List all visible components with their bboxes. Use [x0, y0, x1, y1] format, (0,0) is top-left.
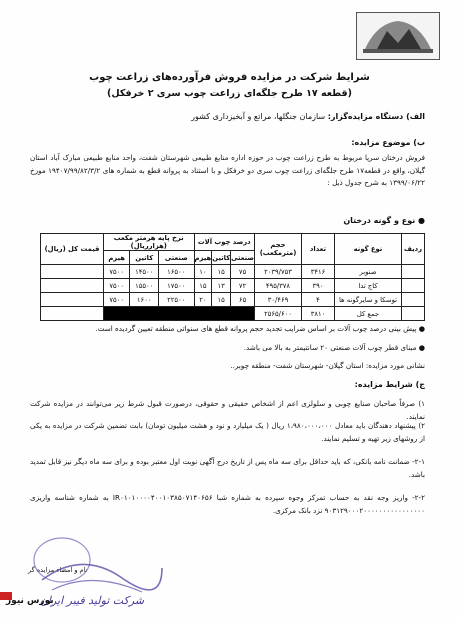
- cell: ۲۰: [194, 293, 212, 307]
- cell: ۷۲: [231, 279, 255, 293]
- th-sub: کاتین: [212, 251, 231, 265]
- cell: ۷۵۰۰: [104, 265, 130, 279]
- cell: ۷۵: [231, 265, 255, 279]
- sum-count: ۳۸۱۰: [302, 307, 335, 321]
- th-species: نوع گونه: [335, 234, 402, 265]
- cell: [41, 307, 104, 321]
- cell: کاج تدا: [335, 279, 402, 293]
- table-row: [41, 265, 425, 279]
- cell: توسکا و سایرگونه ها: [335, 293, 402, 307]
- cell: ۱۳: [212, 279, 231, 293]
- species-bullet-label: نوع و گونه درختان: [343, 216, 416, 225]
- cell: ۴۹۵/۳۷۸: [255, 279, 302, 293]
- cell: ۱۵: [212, 293, 231, 307]
- th-row: ردیف: [402, 234, 425, 265]
- table-row: [41, 279, 425, 293]
- document-title: شرایط شرکت در مزایده فروش فرآورده‌های زراعت چوب: [89, 72, 370, 83]
- cell: ۷۵۰۰: [104, 293, 130, 307]
- cell: صنوبر: [335, 265, 402, 279]
- species-table: [40, 233, 425, 321]
- cell: ۱۶۰۰: [130, 293, 159, 307]
- th-total: قیمت کل (ریال): [41, 234, 104, 265]
- note-1-text: پیش بینی درصد چوب آلات بر اساس ضرایب تجدید حجم پروانه قطع های سنواتی منطقه تعیین گردیده است.: [95, 324, 417, 333]
- cell: ۱۰: [194, 265, 212, 279]
- table-sum-row: [41, 307, 425, 321]
- cell: ۳۴۱۶: [302, 265, 335, 279]
- cell: [402, 307, 425, 321]
- th-grade-pct: درصد چوب آلات: [194, 234, 255, 251]
- cell: ۴: [302, 293, 335, 307]
- condition-2-2: ۲-۲- واریز وجه نقد به حساب تمرکز وجوه سپرده به شماره شبا IR۰۱۰۱۰۰۰۰۴۰۰۱۰۳۸۵۰۷۱۴۰۶۵۶ به شماره شناسه واریزی ۹۰۳۱۲۹۰۰۰۲۰۰۰۰۰۰۰۰۰۰۰۰۰۰۰۰ نزد بانک مرکزی.: [30, 493, 425, 515]
- cell: [402, 279, 425, 293]
- table-row: [41, 293, 425, 307]
- cell: ۶۵: [231, 293, 255, 307]
- th-sub: صنعتی: [159, 251, 194, 265]
- condition-2: ۲) پیشنهاد دهندگان باید معادل ۱،۹۸۰،۰۰۰،۰۰۰ ریال ( یک میلیارد و نود و هشت میلیون تومان) بابت تضمین شرکت در مزایده به یکی از روشهای زیر تهیه و تسلیم نمایند.: [30, 421, 425, 443]
- th-base-price: نرخ پایه هرمتر مکعب (هزارریال): [104, 234, 195, 251]
- signature-caption: نام و امضاء مزایده گر: [28, 566, 88, 574]
- cell: [402, 293, 425, 307]
- cell: ۲۲۵۰۰: [159, 293, 194, 307]
- cell: [41, 279, 104, 293]
- redacted-block: [104, 307, 255, 321]
- auctioneer-line: [30, 110, 425, 123]
- th-sub: کاتین: [130, 251, 159, 265]
- species-bullet: ● نوع و گونه درختان: [343, 216, 425, 225]
- auctioneer-label: الف) دستگاه مزایده‌گزار:: [327, 112, 425, 121]
- cell: [41, 265, 104, 279]
- th-sub: هیزم: [104, 251, 130, 265]
- stamp-text: شرکت تولید فیبر ایران: [39, 594, 145, 607]
- th-sub: صنعتی: [231, 251, 255, 265]
- condition-1: ۱) صرفاً صاحبان صنایع چوبی و سلولزی اعم از اشخاص حقیقی و حقوقی، درصورت قبول شرط زیر می‌توانند در مزایده شرکت نمایند.: [30, 399, 425, 421]
- cell: ۱۵: [194, 279, 212, 293]
- sum-label: جمع کل: [335, 307, 402, 321]
- cell: ۲۰۳۹/۷۵۳: [255, 265, 302, 279]
- subject-text: فروش درختان سرپا مربوط به طرح زراعت چوب در حوزه اداره منابع طبیعی شهرستان شفت، واحد منابع طبیعی مبارک آباد استان گیلان، واقع در قطعه۱۷ طرح جلگه‌ای زراعت چوب سری دو خرفکل و با استناد به پروانه قطع به شماره های ۱۹۴۰۷/۹۹/۸۲/۳/۲ مورخ ۱۳۹۹/۰۶/۲۲ به شرح جدول ذیل :: [30, 153, 425, 187]
- document-subtitle: (قطعه ۱۷ طرح جلگه‌ای زراعت چوب سری ۲ خرفکل): [107, 88, 352, 99]
- cell: [402, 265, 425, 279]
- organization-logo: [356, 12, 440, 60]
- cell: ۳۰/۴۶۹: [255, 293, 302, 307]
- note-2-text: مبنای قطر چوب آلات صنعتی ۲۰ سانتیمتر به بالا می باشد.: [243, 343, 417, 352]
- cell: ۱۵: [212, 265, 231, 279]
- th-count: تعداد: [302, 234, 335, 265]
- cell: [41, 293, 104, 307]
- cell: ۱۴۵۰۰: [130, 265, 159, 279]
- auctioneer-value: سازمان جنگلها، مراتع و آبخیزداری کشور: [191, 112, 326, 121]
- sum-volume: ۲۵۶۵/۶۰۰: [255, 307, 302, 321]
- note-1: ● پیش بینی درصد چوب آلات بر اساس ضرایب تجدید حجم پروانه قطع های سنواتی منطقه تعیین گردیده است.: [95, 324, 425, 333]
- note-2: ● مبنای قطر چوب آلات صنعتی ۲۰ سانتیمتر به بالا می باشد.: [243, 343, 425, 352]
- cell: ۱۶۵۰۰: [159, 265, 194, 279]
- subject-label: ب) موضوع مزایده:: [351, 138, 425, 147]
- footer-brand: بورس نیوز: [6, 596, 54, 606]
- cell: ۱۷۵۰۰: [159, 279, 194, 293]
- condition-2-1: ۲-۱- ضمانت نامه بانکی، که باید حداقل برای سه ماه پس از تاریخ درج آگهی نوبت اول معتبر بوده و برای سه ماه دیگر نیز قابل تمدید باشد.: [30, 457, 425, 479]
- cell: ۷۵۰۰: [104, 279, 130, 293]
- cell: ۳۹۰: [302, 279, 335, 293]
- conditions-label: ج) شرایط مزایده:: [354, 380, 425, 389]
- th-sub: هیزم: [194, 251, 212, 265]
- cell: ۱۵۵۰۰: [130, 279, 159, 293]
- th-volume: حجم (مترمکعب): [255, 234, 302, 265]
- note-3: نشانی مورد مزایده: استان گیلان- شهرستان شفت- منطقه چوبر..: [230, 361, 425, 370]
